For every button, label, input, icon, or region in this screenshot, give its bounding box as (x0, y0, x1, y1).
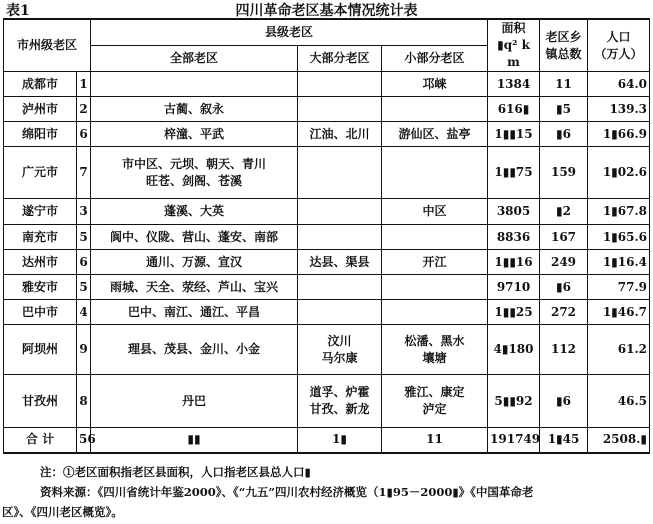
cell-num: 2 (77, 97, 91, 122)
cell-towns: 112 (540, 325, 588, 375)
cell-all: 梓潼、平武 (91, 122, 298, 147)
cell-pop: 1▮67.8 (588, 199, 650, 225)
cell-all: 通川、万源、宣汉 (91, 250, 298, 275)
cell-city: 绵阳市 (4, 122, 77, 147)
cell-towns: 272 (540, 300, 588, 325)
header-part: 小部分老区 (382, 46, 488, 72)
cell-total-num: 56 (77, 428, 91, 453)
cell-part (382, 225, 488, 250)
cell-city: 甘孜州 (4, 375, 77, 428)
cell-area: 1384 (488, 72, 540, 97)
table-row (4, 325, 650, 375)
cell-part (382, 97, 488, 122)
header-all: 全部老区 (91, 46, 298, 72)
cell-total-area: 191749 (488, 428, 540, 453)
cell-city: 巴中市 (4, 300, 77, 325)
cell-area: 5▮▮92 (488, 375, 540, 428)
cell-towns: 159 (540, 147, 588, 199)
cell-all: 蓬溪、大英 (91, 199, 298, 225)
cell-num: 9 (77, 325, 91, 375)
cell-towns: ▮6 (540, 122, 588, 147)
cell-pop: 139.3 (588, 97, 650, 122)
table-notes (0, 462, 653, 522)
cell-area: 8836 (488, 225, 540, 250)
cell-area: 1▮▮16 (488, 250, 540, 275)
header-pop: 人口 （万人） (588, 19, 650, 72)
note-sources: 资料来源：《四川省统计年鉴2000》、《“九五”四川农村经济概览（1▮95－2000▮》《中国革命老 (40, 485, 534, 499)
cell-pop: 46.5 (588, 375, 650, 428)
cell-num: 7 (77, 147, 91, 199)
table-row (4, 375, 650, 428)
cell-most: 达县、渠县 (298, 250, 382, 275)
cell-all: 巴中、南江、通江、平昌 (91, 300, 298, 325)
cell-total-label: 合 计 (4, 428, 77, 453)
cell-most: 道孚、炉霍 甘孜、新龙 (298, 375, 382, 428)
cell-towns: 11 (540, 72, 588, 97)
cell-part (382, 300, 488, 325)
cell-area: 1▮▮25 (488, 300, 540, 325)
cell-most (298, 97, 382, 122)
cell-most (298, 225, 382, 250)
cell-city: 雅安市 (4, 275, 77, 300)
cell-part (382, 275, 488, 300)
cell-city: 阿坝州 (4, 325, 77, 375)
cell-all: 丹巴 (91, 375, 298, 428)
cell-most: 江油、北川 (298, 122, 382, 147)
cell-all: 市中区、元坝、朝天、青川 旺苍、剑阁、苍溪 (91, 147, 298, 199)
cell-area: 1▮▮75 (488, 147, 540, 199)
cell-area: 616▮ (488, 97, 540, 122)
cell-all: 古蔺、叙永 (91, 97, 298, 122)
table-row (4, 300, 650, 325)
table-row (4, 97, 650, 122)
cell-num: 3 (77, 199, 91, 225)
header-row-1 (4, 19, 650, 46)
cell-part: 松潘、黑水 壤塘 (382, 325, 488, 375)
cell-towns: 249 (540, 250, 588, 275)
cell-area: 3805 (488, 199, 540, 225)
table-row (4, 122, 650, 147)
cell-area: 1▮▮15 (488, 122, 540, 147)
cell-total-most: 1▮ (298, 428, 382, 453)
header-city: 市州级老区 (4, 19, 91, 72)
cell-most (298, 72, 382, 97)
cell-num: 5 (77, 275, 91, 300)
cell-num: 6 (77, 250, 91, 275)
cell-total-towns: 1▮45 (540, 428, 588, 453)
cell-part: 开江 (382, 250, 488, 275)
cell-part: 邛崃 (382, 72, 488, 97)
table-caption (0, 0, 653, 18)
cell-num: 6 (77, 122, 91, 147)
cell-total-all: ▮▮ (91, 428, 298, 453)
cell-part: 游仙区、盐亭 (382, 122, 488, 147)
cell-city: 泸州市 (4, 97, 77, 122)
cell-total-pop: 2508.▮ (588, 428, 650, 453)
cell-num: 8 (77, 375, 91, 428)
table-row (4, 225, 650, 250)
cell-pop: 1▮46.7 (588, 300, 650, 325)
cell-towns: 167 (540, 225, 588, 250)
cell-towns: ▮6 (540, 375, 588, 428)
cell-pop: 1▮66.9 (588, 122, 650, 147)
cell-pop: 77.9 (588, 275, 650, 300)
cell-towns: ▮2 (540, 199, 588, 225)
cell-num: 5 (77, 225, 91, 250)
header-county: 县级老区 (91, 19, 488, 46)
cell-area: 9710 (488, 275, 540, 300)
cell-pop: 1▮65.6 (588, 225, 650, 250)
cell-most (298, 199, 382, 225)
cell-towns: ▮6 (540, 275, 588, 300)
cell-all: 雨城、天全、荥经、芦山、宝兴 (91, 275, 298, 300)
cell-city: 成都市 (4, 72, 77, 97)
cell-city: 达州市 (4, 250, 77, 275)
cell-total-part: 11 (382, 428, 488, 453)
note-sources-continued: 区》、《四川老区概览》。 (2, 505, 123, 519)
cell-all (91, 72, 298, 97)
cell-num: 1 (77, 72, 91, 97)
table-row (4, 275, 650, 300)
table-row (4, 199, 650, 225)
cell-pop: 1▮16.4 (588, 250, 650, 275)
cell-pop: 61.2 (588, 325, 650, 375)
cell-city: 广元市 (4, 147, 77, 199)
cell-pop: 1▮02.6 (588, 147, 650, 199)
cell-most (298, 147, 382, 199)
cell-towns: ▮5 (540, 97, 588, 122)
note-definition: 注：①老区面积指老区县面积，人口指老区县总人口▮ (40, 465, 311, 479)
cell-area: 4▮180 (488, 325, 540, 375)
cell-part: 雅江、康定 泸定 (382, 375, 488, 428)
table-row (4, 250, 650, 275)
cell-part (382, 147, 488, 199)
cell-all: 阆中、仪陇、营山、蓬安、南部 (91, 225, 298, 250)
header-towns: 老区乡 镇总数 (540, 19, 588, 72)
header-most: 大部分老区 (298, 46, 382, 72)
cell-num: 4 (77, 300, 91, 325)
cell-city: 南充市 (4, 225, 77, 250)
table-number: 表1 (6, 3, 30, 19)
cell-most (298, 300, 382, 325)
table-title: 四川革命老区基本情况统计表 (235, 3, 418, 19)
stats-table (3, 18, 650, 454)
cell-all: 理县、茂县、金川、小金 (91, 325, 298, 375)
cell-part: 中区 (382, 199, 488, 225)
cell-city: 遂宁市 (4, 199, 77, 225)
cell-most: 汶川 马尔康 (298, 325, 382, 375)
cell-most (298, 275, 382, 300)
table-row (4, 72, 650, 97)
table-row (4, 147, 650, 199)
cell-pop: 64.0 (588, 72, 650, 97)
header-area: 面积 ▮q² k m (488, 19, 540, 72)
total-row (4, 428, 650, 453)
